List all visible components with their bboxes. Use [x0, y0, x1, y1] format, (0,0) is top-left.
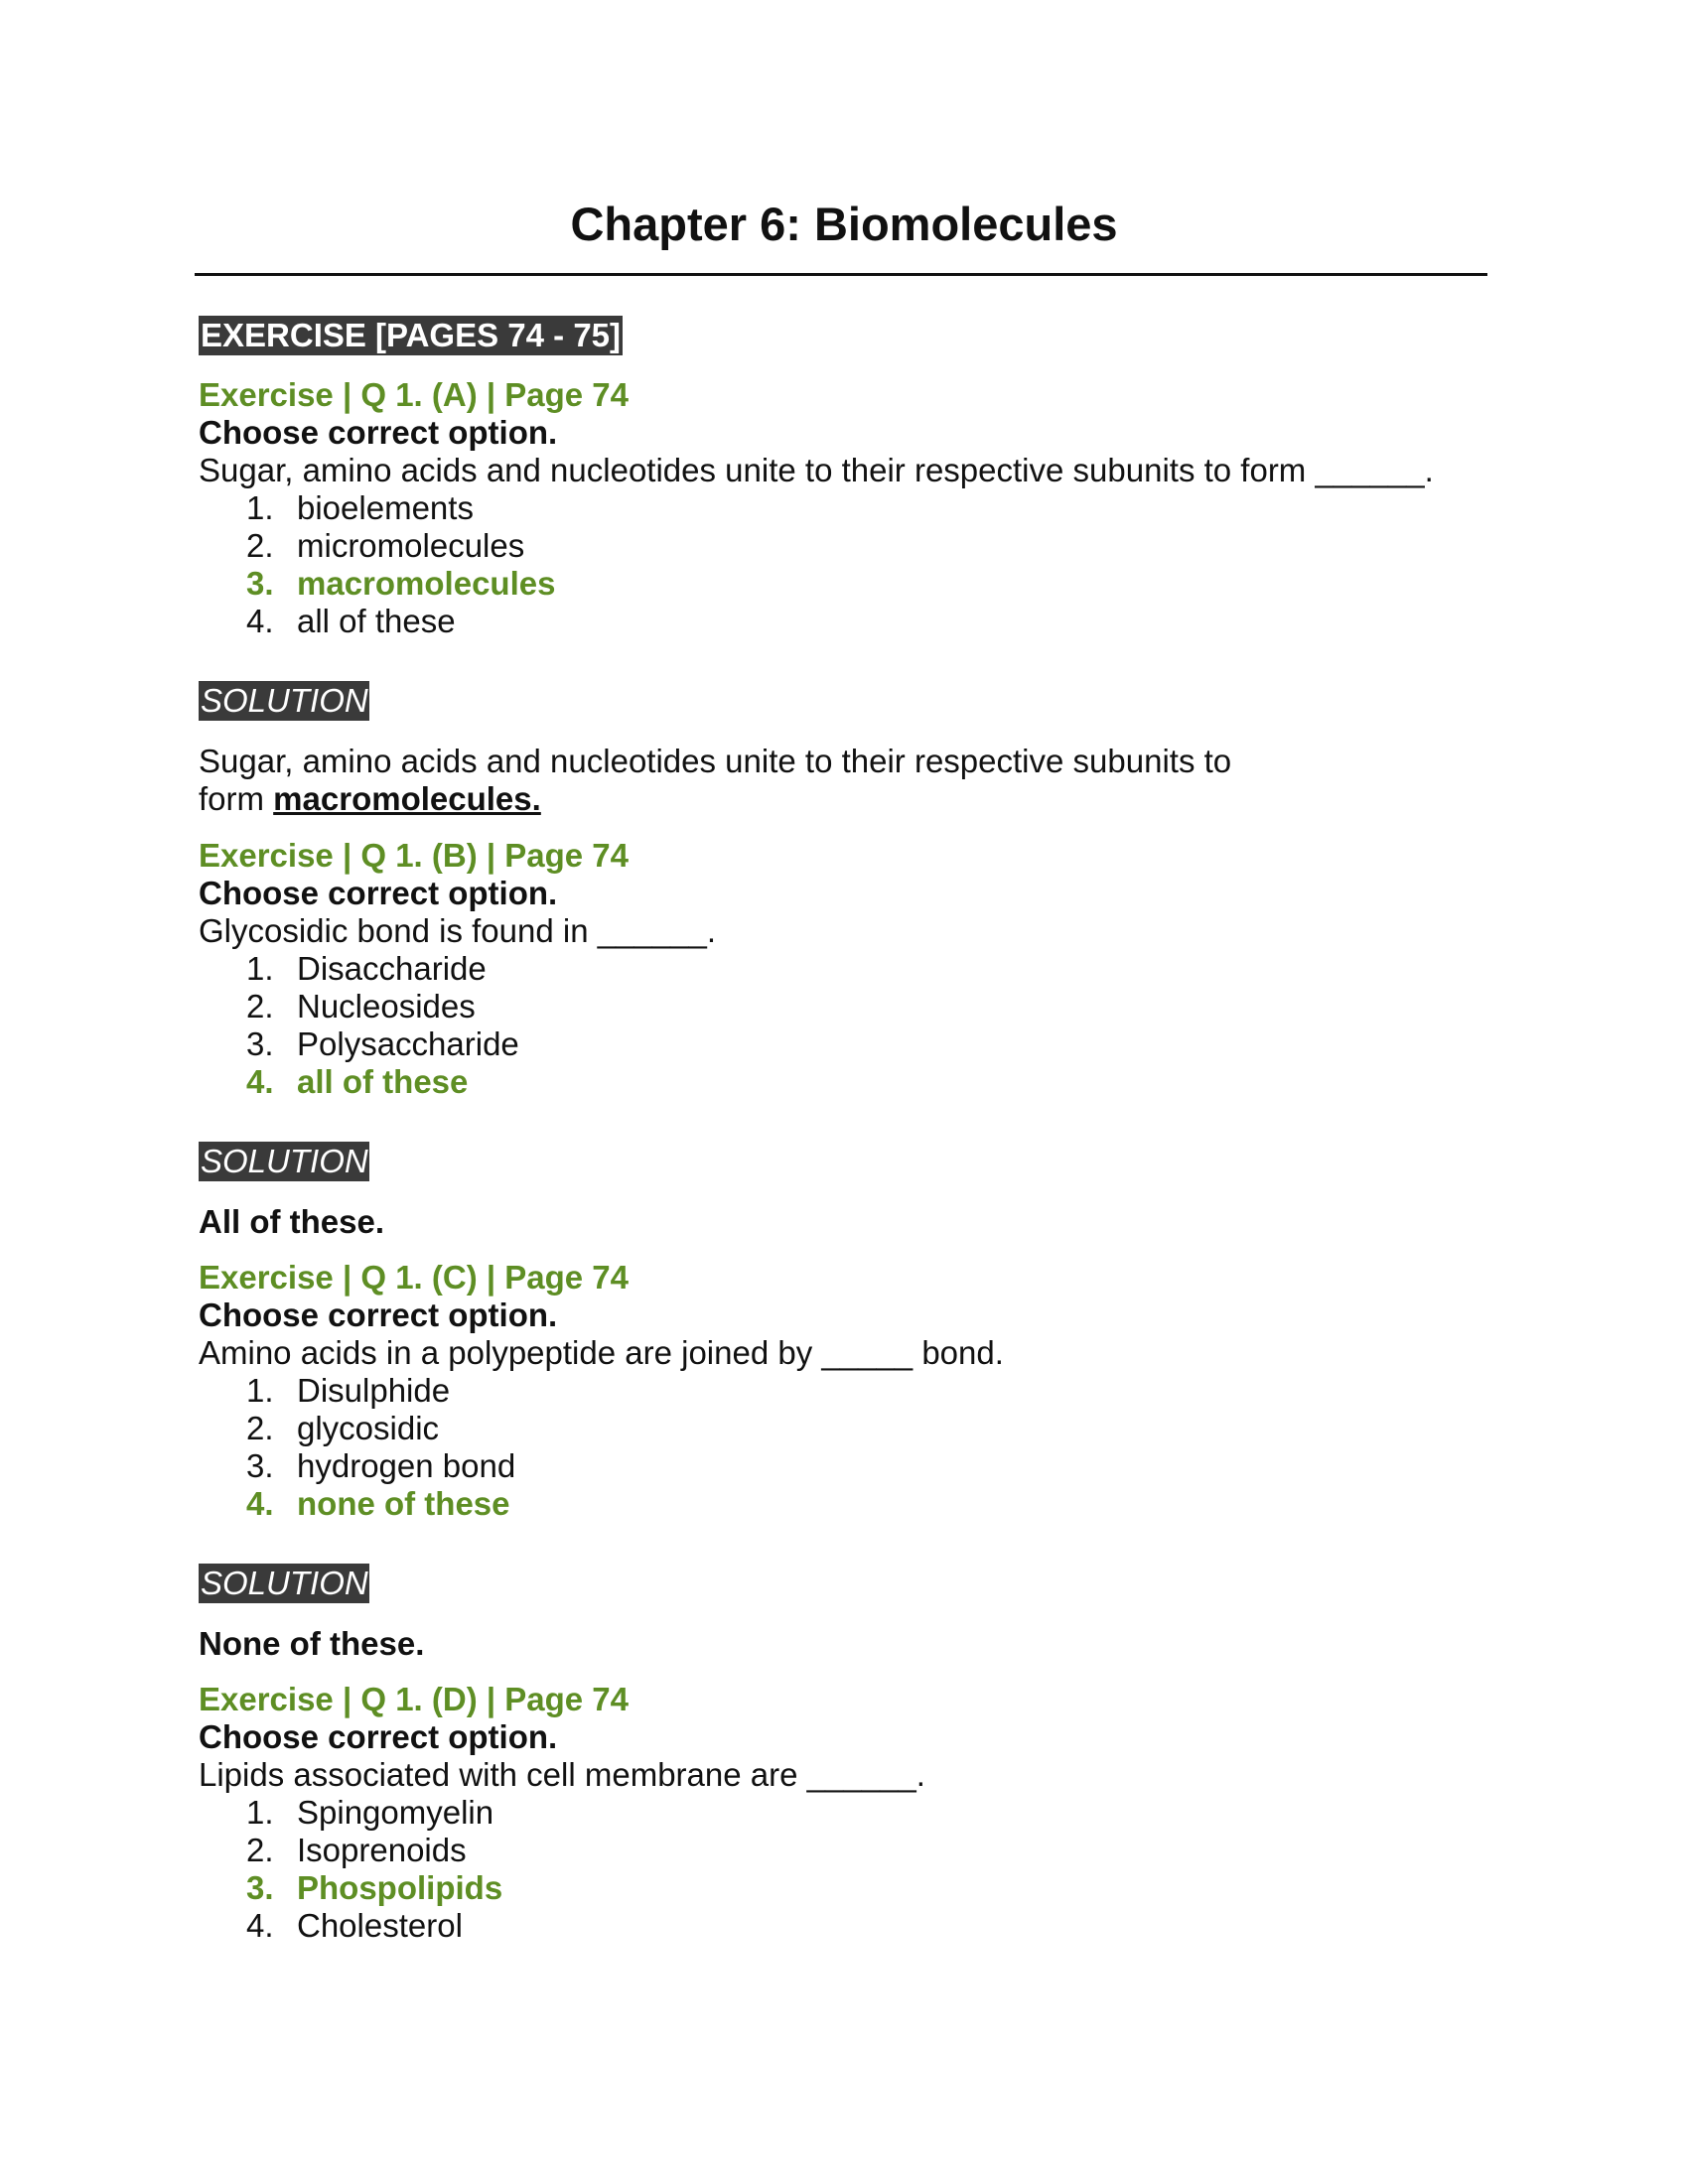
option-item [246, 489, 1489, 527]
option-label: all of these [297, 1063, 469, 1100]
solution-badge: SOLUTION [201, 682, 368, 719]
option-number: 2. [246, 988, 274, 1024]
option-label: macromolecules [297, 565, 556, 602]
question-instruction: Choose correct option. [199, 1297, 558, 1333]
option-number: 4. [246, 1907, 274, 1944]
option-label: all of these [297, 603, 456, 639]
solution-badge: SOLUTION [201, 1143, 368, 1179]
option-item [246, 1794, 1489, 1832]
question-heading: Exercise | Q 1. (D) | Page 74 [199, 1681, 630, 1717]
option-item-correct [246, 1063, 1489, 1101]
option-number: 1. [246, 1372, 274, 1409]
option-item [246, 1410, 1489, 1447]
option-label: none of these [297, 1485, 510, 1522]
solution-badge: SOLUTION [201, 1565, 368, 1601]
option-number: 4. [246, 1485, 274, 1522]
question-heading: Exercise | Q 1. (A) | Page 74 [199, 376, 630, 413]
solution-prefix: form [199, 780, 274, 817]
solution-line [199, 780, 1231, 818]
option-item [246, 1372, 1489, 1410]
page-title: Chapter 6: Biomolecules [570, 198, 1118, 250]
option-number: 3. [246, 1025, 274, 1062]
option-number: 2. [246, 527, 274, 564]
option-item-correct [246, 565, 1489, 603]
question-instruction: Choose correct option. [199, 414, 558, 451]
option-item-correct [246, 1485, 1489, 1523]
question-text: Amino acids in a polypeptide are joined by _____ bond. [199, 1334, 1004, 1371]
option-number: 2. [246, 1410, 274, 1446]
option-number: 1. [246, 950, 274, 987]
question-block-c [199, 1259, 1489, 1523]
option-label: Nucleosides [297, 988, 476, 1024]
option-number: 4. [246, 603, 274, 639]
question-text: Sugar, amino acids and nucleotides unite to their respective subunits to form ______. [199, 452, 1434, 488]
solution-line: Sugar, amino acids and nucleotides unite to their respective subunits to [199, 743, 1232, 779]
option-item [246, 603, 1489, 640]
option-label: Phospolipids [297, 1869, 503, 1906]
option-number: 3. [246, 1447, 274, 1484]
exercise-badge: EXERCISE [PAGES 74 - 75] [201, 317, 622, 353]
option-number: 4. [246, 1063, 274, 1100]
option-label: Disulphide [297, 1372, 451, 1409]
solution-text: All of these. [199, 1203, 385, 1240]
solution-answer: macromolecules. [273, 780, 541, 817]
question-text: Lipids associated with cell membrane are ______. [199, 1756, 925, 1793]
question-block-d [199, 1681, 1489, 1945]
option-label: Isoprenoids [297, 1832, 467, 1868]
option-number: 3. [246, 1869, 274, 1906]
option-list [199, 1372, 1489, 1523]
question-heading: Exercise | Q 1. (C) | Page 74 [199, 1259, 630, 1296]
question-block-a [199, 376, 1489, 640]
option-label: Polysaccharide [297, 1025, 519, 1062]
option-item [246, 950, 1489, 988]
question-text: Glycosidic bond is found in ______. [199, 912, 717, 949]
option-item [246, 1907, 1489, 1945]
option-label: micromolecules [297, 527, 525, 564]
option-item [246, 1447, 1489, 1485]
question-heading: Exercise | Q 1. (B) | Page 74 [199, 837, 630, 874]
option-list [199, 1794, 1489, 1945]
option-number: 2. [246, 1832, 274, 1868]
title-divider [195, 273, 1487, 276]
option-item [246, 1832, 1489, 1869]
question-instruction: Choose correct option. [199, 1718, 558, 1755]
option-item [246, 1025, 1489, 1063]
option-label: Spingomyelin [297, 1794, 494, 1831]
option-label: bioelements [297, 489, 474, 526]
option-label: Disaccharide [297, 950, 487, 987]
solution-text: None of these. [199, 1625, 425, 1662]
option-number: 1. [246, 1794, 274, 1831]
option-label: Cholesterol [297, 1907, 463, 1944]
option-label: hydrogen bond [297, 1447, 516, 1484]
option-number: 3. [246, 565, 274, 602]
option-item-correct [246, 1869, 1489, 1907]
option-label: glycosidic [297, 1410, 440, 1446]
option-list [199, 950, 1489, 1101]
option-item [246, 527, 1489, 565]
question-block-b [199, 837, 1489, 1101]
option-number: 1. [246, 489, 274, 526]
option-list [199, 489, 1489, 640]
option-item [246, 988, 1489, 1025]
solution-text [199, 743, 1231, 818]
question-instruction: Choose correct option. [199, 875, 558, 911]
